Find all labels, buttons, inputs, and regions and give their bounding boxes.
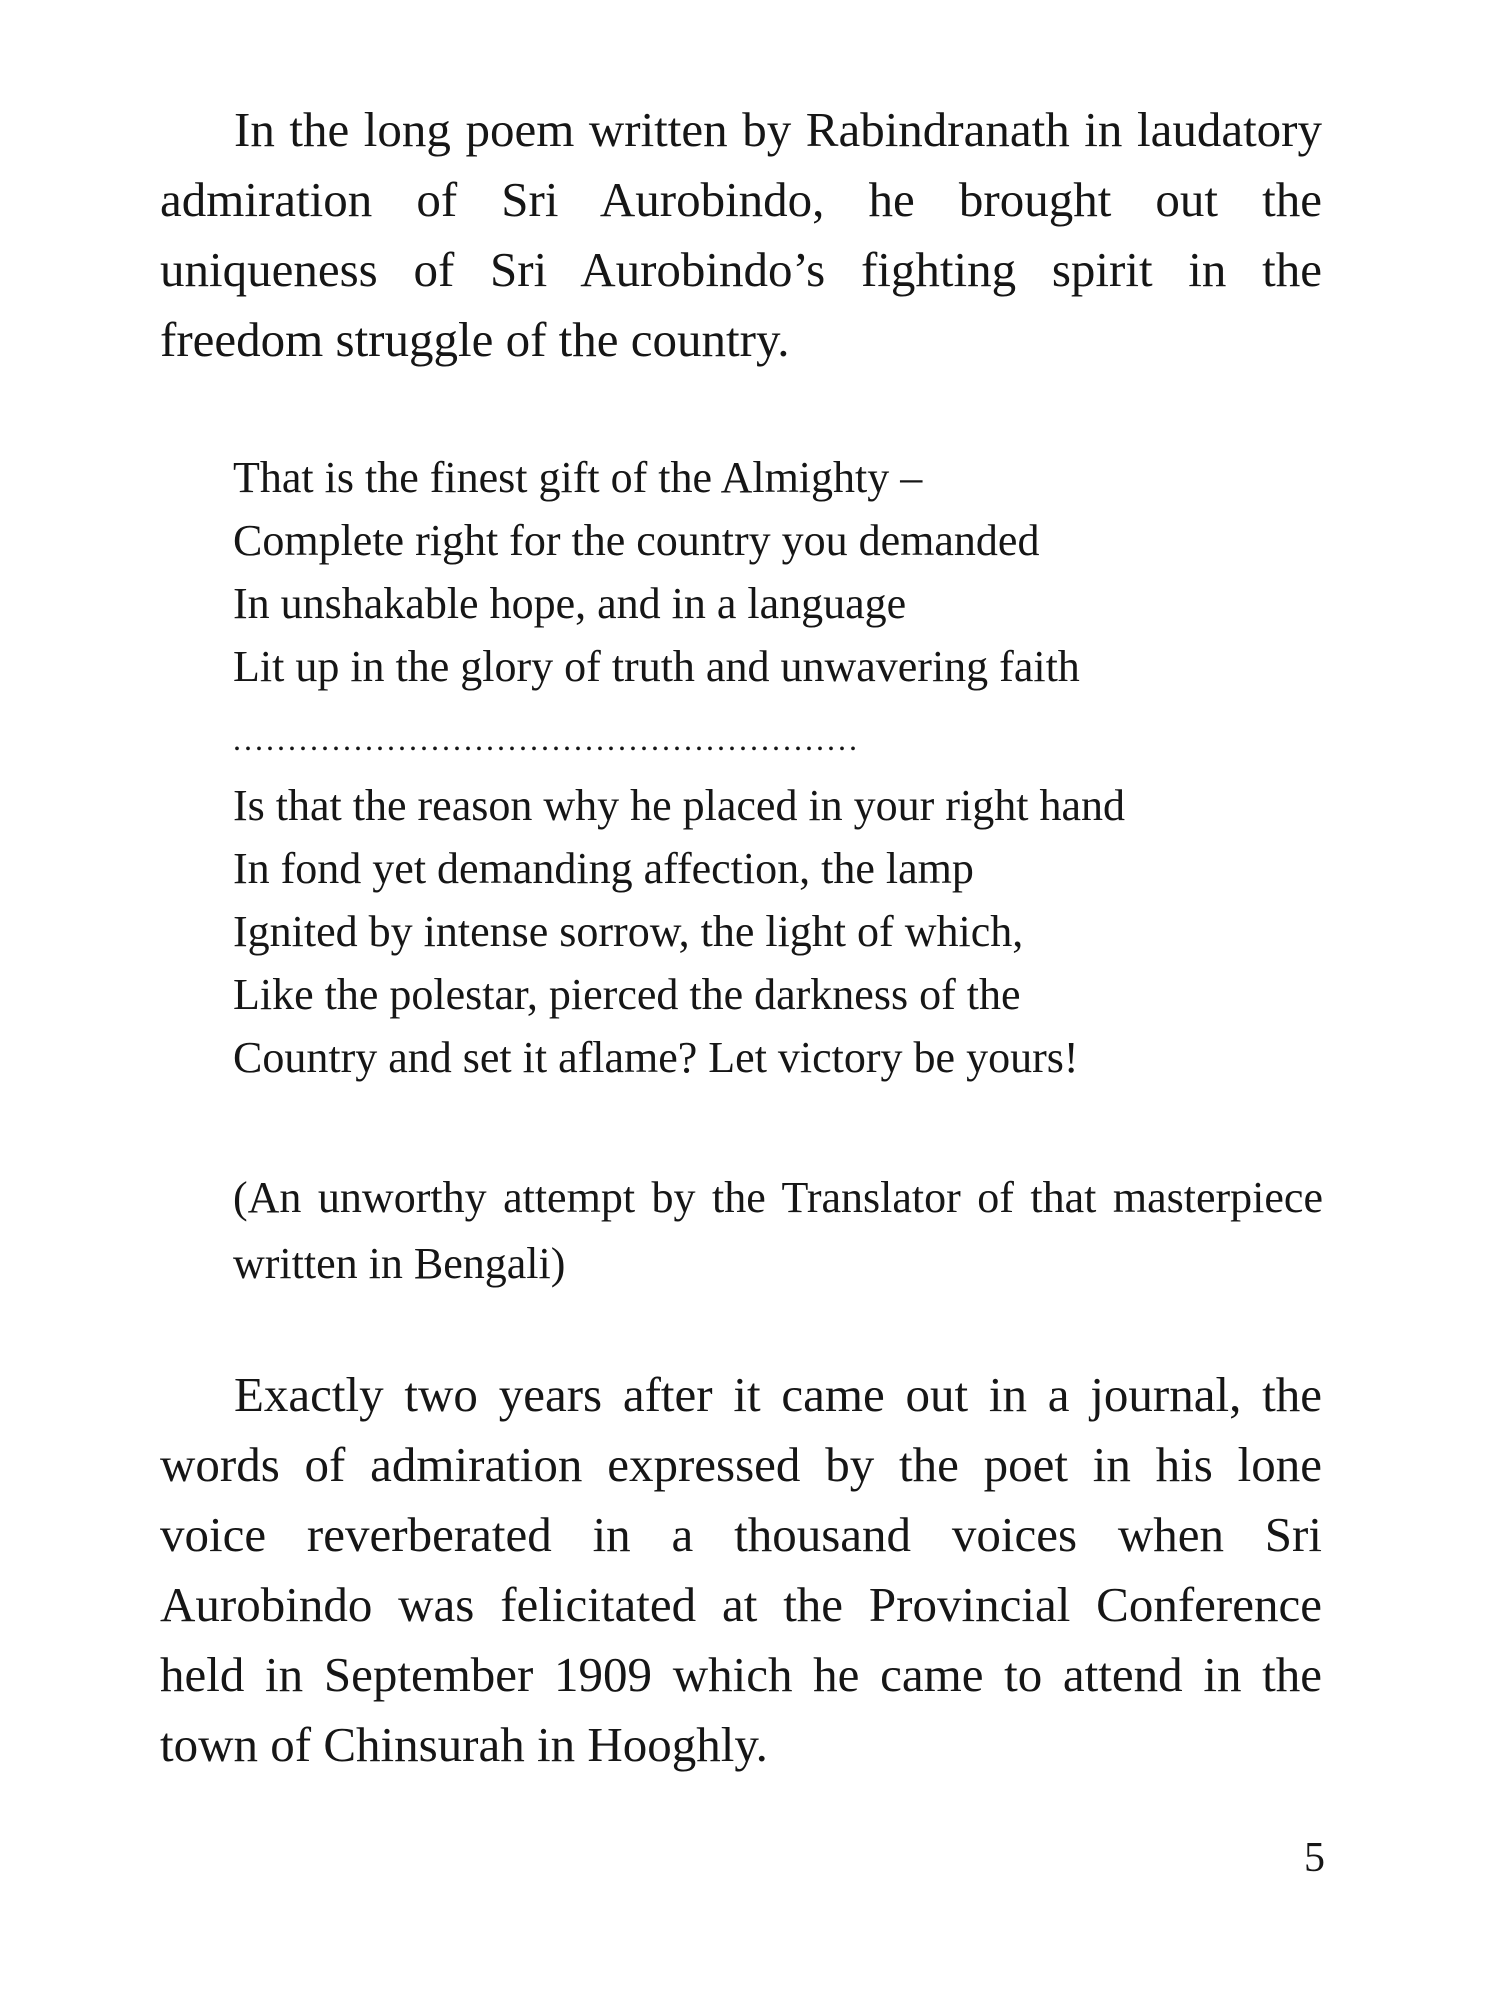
poem-line: Ignited by intense sorrow, the light of which, [233,907,1024,956]
closing-paragraph: Exactly two years after it came out in a journal, the words of admiration expressed by the poet in his lone voice reverberated in a thousand voices when Sri Aurobindo was felicitated at the Provincial Conference held in September 1909 which he came to attend in the town of Chinsurah in Hooghly. [160,1367,1322,1772]
intro-paragraph: In the long poem written by Rabindranath in laudatory admiration of Sri Aurobindo, he brought out the uniqueness of Sri Aurobindo’s fighting spirit in the freedom struggle of the country. [160,102,1322,367]
poem-line: Is that the reason why he placed in your right hand [233,781,1125,830]
poem-line: Lit up in the glory of truth and unwavering faith [233,642,1080,691]
translator-note: (An unworthy attempt by the Translator of that masterpiece written in Bengali) [233,1173,1323,1288]
page-number: 5 [1304,1835,1325,1881]
poem-line: That is the finest gift of the Almighty – [233,453,923,502]
poem-line: Complete right for the country you demanded [233,516,1040,565]
poem-stanza-one [233,446,1333,698]
stanza-separator: ......................................................... [233,721,860,757]
poem-line: Like the polestar, pierced the darkness of the [233,970,1021,1019]
poem-line: Country and set it aflame? Let victory be yours! [233,1033,1079,1082]
poem-stanza-two [233,774,1333,1089]
poem-line: In fond yet demanding affection, the lamp [233,844,974,893]
poem-line: In unshakable hope, and in a language [233,579,907,628]
